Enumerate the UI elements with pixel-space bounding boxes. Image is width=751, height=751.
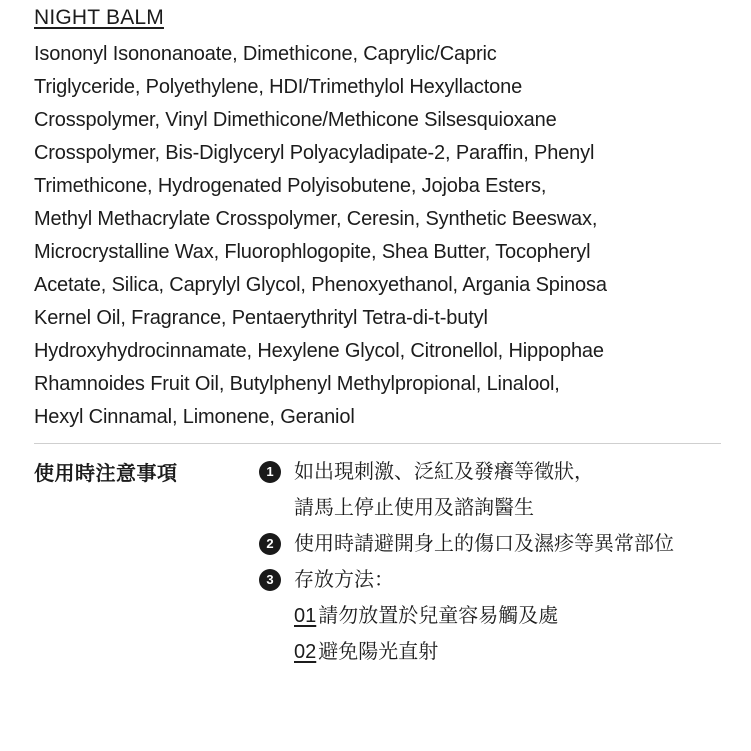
notice-label: 使用時注意事項	[34, 463, 178, 485]
ingredients-line: Acetate, Silica, Caprylyl Glycol, Phenoxyethanol, Argania Spinosa	[34, 274, 607, 296]
notice-item-2	[259, 528, 729, 564]
notice-item-text: 請馬上停止使用及諮詢醫生	[294, 497, 534, 519]
notice-item-text: 存放方法：	[294, 569, 394, 591]
ingredients-line: Isononyl Isononanoate, Dimethicone, Caprylic/Capric	[34, 43, 497, 65]
ingredients-line: Kernel Oil, Fragrance, Pentaerythrityl Tetra-di-t-butyl	[34, 307, 488, 329]
notice-item-1-continuation	[259, 492, 729, 528]
storage-subitem-01	[259, 600, 729, 636]
ingredients-line: Microcrystalline Wax, Fluorophlogopite, Shea Butter, Tocopheryl	[34, 241, 591, 263]
subitem-text: 請勿放置於兒童容易觸及處	[318, 605, 559, 627]
storage-subitem-02	[259, 636, 729, 672]
number-2-icon: 2	[259, 533, 281, 555]
notice-item-text: 如出現刺激、泛紅及發癢等徵狀，	[294, 461, 594, 483]
number-3-icon: 3	[259, 569, 281, 591]
notice-item-text: 使用時請避開身上的傷口及濕疹等異常部位	[294, 533, 674, 555]
ingredients-line: Crosspolymer, Vinyl Dimethicone/Methicone Silsesquioxane	[34, 109, 557, 131]
ingredients-line: Crosspolymer, Bis-Diglyceryl Polyacyladipate-2, Paraffin, Phenyl	[34, 142, 595, 164]
ingredients-line: Methyl Methacrylate Crosspolymer, Ceresin, Synthetic Beeswax,	[34, 208, 598, 230]
ingredients-line: Trimethicone, Hydrogenated Polyisobutene, Jojoba Esters,	[34, 175, 547, 197]
subitem-number: 01	[294, 605, 317, 627]
notice-item-1	[259, 456, 729, 492]
ingredients-line: Rhamnoides Fruit Oil, Butylphenyl Methylpropional, Linalool,	[34, 373, 560, 395]
number-1-icon: 1	[259, 461, 281, 483]
ingredients-line: Triglyceride, Polyethylene, HDI/Trimethylol Hexyllactone	[34, 76, 523, 98]
product-title: NIGHT BALM	[34, 6, 164, 29]
ingredients-line: Hydroxyhydrocinnamate, Hexylene Glycol, Citronellol, Hippophae	[34, 340, 604, 362]
section-divider	[34, 443, 721, 444]
notice-list	[259, 456, 729, 672]
subitem-number: 02	[294, 641, 317, 663]
ingredients-line: Hexyl Cinnamal, Limonene, Geraniol	[34, 406, 355, 428]
subitem-text: 避免陽光直射	[318, 641, 439, 663]
ingredients-list	[34, 38, 724, 434]
notice-item-3	[259, 564, 729, 600]
